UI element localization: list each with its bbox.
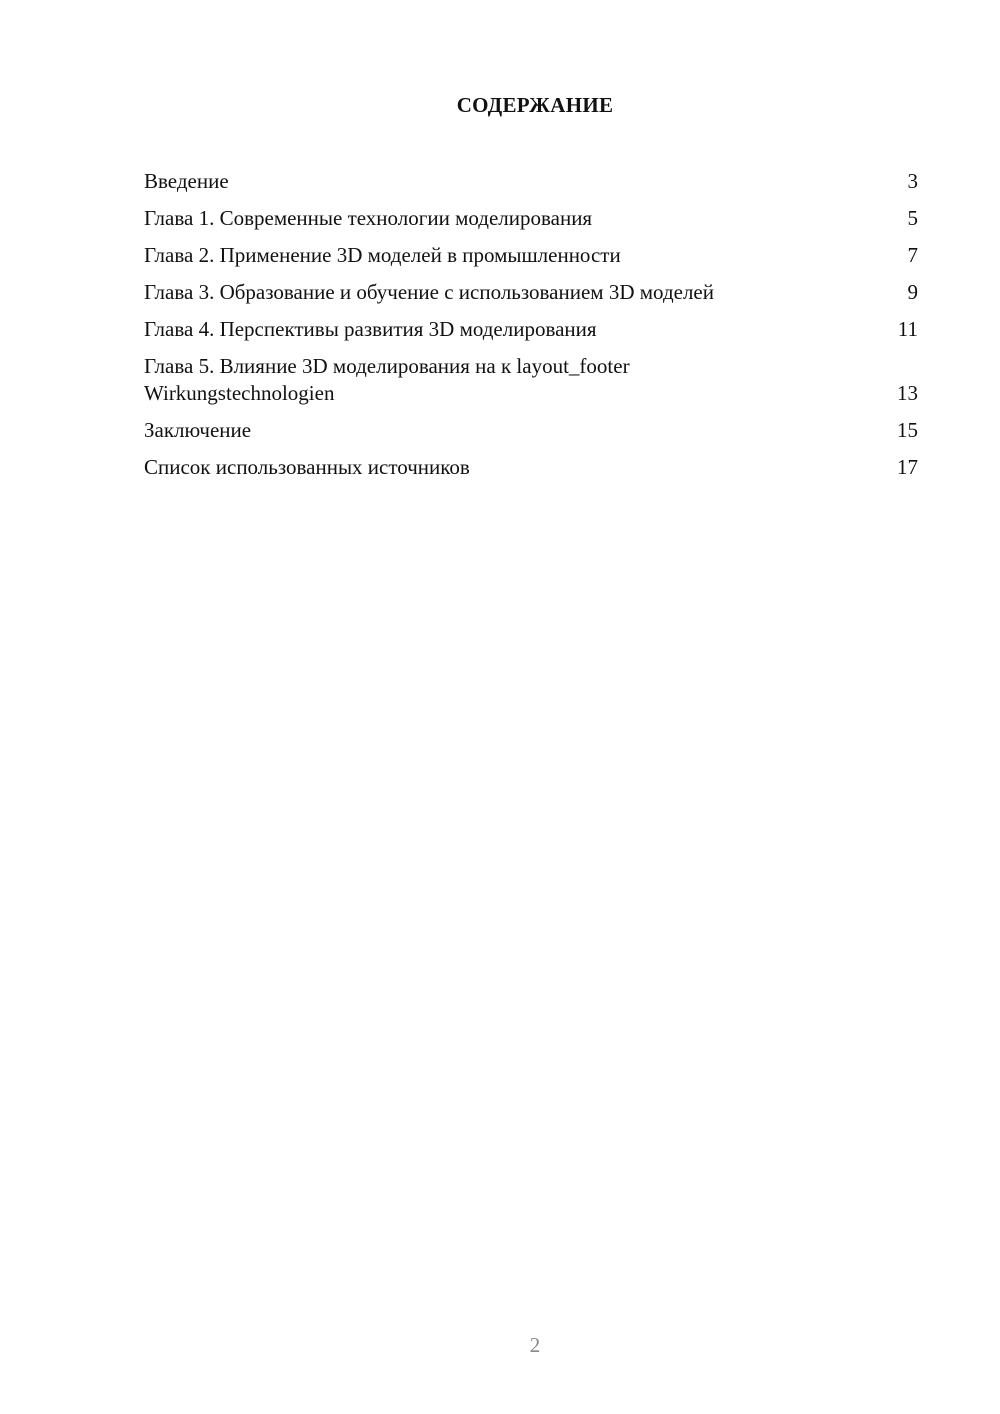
toc-entry-chapter-1 [144,205,918,232]
page-number: 2 [529,1333,541,1357]
toc-entry-label [144,353,897,407]
toc-entry-label: Введение [144,169,229,193]
toc-entry-page: 17 [897,455,918,479]
toc-entry-chapter-4 [144,316,918,343]
toc-entry-chapter-5 [144,353,918,407]
toc-entry-label: Глава 1. Современные технологии моделирования [144,206,593,230]
toc-entry-conclusion [144,417,918,444]
toc-entry-page: 11 [897,317,918,341]
toc-entry-chapter-3 [144,279,918,306]
table-of-contents [144,168,918,491]
toc-entry-label: Глава 2. Применение 3D моделей в промышленности [144,243,621,267]
page-title: СОДЕРЖАНИЕ [456,93,614,117]
toc-entry-introduction [144,168,918,195]
toc-entry-page: 7 [907,243,918,267]
toc-entry-page: 15 [897,418,918,442]
toc-entry-label-line-1: Глава 5. Влияние 3D моделирования на к layout_footer [144,354,630,378]
toc-entry-chapter-2 [144,242,918,269]
toc-entry-page: 5 [907,206,918,230]
toc-entry-page: 9 [907,280,918,304]
toc-entry-page: 3 [907,169,918,193]
toc-entry-label: Заключение [144,418,252,442]
toc-entry-label: Список использованных источников [144,455,470,479]
toc-entry-references [144,454,918,481]
toc-entry-label: Глава 3. Образование и обучение с использованием 3D моделей [144,280,714,304]
toc-entry-label-line-2: Wirkungstechnologien [144,381,335,405]
toc-entry-page: 13 [897,381,918,405]
toc-entry-label: Глава 4. Перспективы развития 3D моделирования [144,317,597,341]
